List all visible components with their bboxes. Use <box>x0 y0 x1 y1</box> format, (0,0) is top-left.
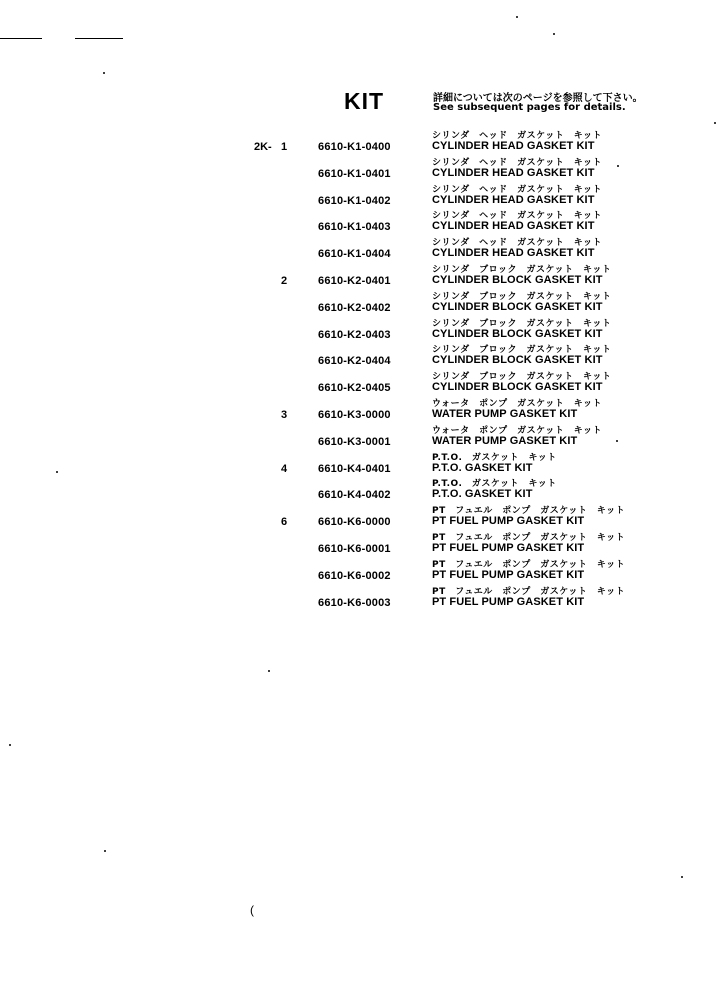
item-part-number: 6610-K2-0404 <box>318 355 391 368</box>
item-name-japanese: ウォータ ポンプ ガスケット キット <box>432 399 603 409</box>
scan-speck <box>9 744 11 746</box>
item-name-japanese: シリンダ ブロック ガスケット キット <box>432 318 612 329</box>
item-part-number: 6610-K6-0002 <box>318 569 391 582</box>
item-part-number: 6610-K1-0404 <box>318 248 391 261</box>
item-number: 1 <box>281 141 288 153</box>
item-part-number: 6610-K2-0403 <box>318 328 391 341</box>
item-name-japanese: PT フュエル ポンプ ガスケット キット <box>432 506 626 517</box>
item-name-english: WATER PUMP GASKET KIT <box>432 434 578 447</box>
item-part-number: 6610-K2-0401 <box>318 275 391 287</box>
item-name-japanese: P.T.O. ガスケット キット <box>432 452 557 463</box>
scan-speck <box>681 876 683 878</box>
item-part-number: 6610-K1-0401 <box>318 167 391 180</box>
item-part-number: 6610-K6-0001 <box>318 543 391 555</box>
item-name-japanese: シリンダ ヘッド ガスケット キット <box>432 131 603 141</box>
item-name-japanese: P.T.O. ガスケット キット <box>432 479 557 490</box>
header-rule-left <box>0 38 42 39</box>
item-name-japanese: シリンダ ヘッド ガスケット キット <box>432 238 603 249</box>
item-name-japanese: シリンダ ブロック ガスケット キット <box>432 291 612 302</box>
item-name-english: CYLINDER BLOCK GASKET KIT <box>432 274 603 286</box>
note-english: See subsequent pages for details. <box>433 102 626 113</box>
item-name-english: P.T.O. GASKET KIT <box>432 461 533 474</box>
item-name-english: CYLINDER HEAD GASKET KIT <box>432 247 595 260</box>
item-name-english: CYLINDER HEAD GASKET KIT <box>432 140 595 152</box>
item-name-english: CYLINDER BLOCK GASKET KIT <box>432 354 603 367</box>
item-part-number: 6610-K3-0001 <box>318 435 391 448</box>
item-part-number: 6610-K1-0400 <box>318 141 391 153</box>
scan-speck <box>714 122 716 124</box>
item-part-number: 6610-K4-0401 <box>318 462 391 475</box>
item-name-japanese: シリンダ ブロック ガスケット キット <box>432 345 612 356</box>
item-name-japanese: PT フュエル ポンプ ガスケット キット <box>432 586 626 597</box>
item-name-english: WATER PUMP GASKET KIT <box>432 408 578 420</box>
item-name-japanese: PT フュエル ポンプ ガスケット キット <box>432 533 626 543</box>
item-number: 6 <box>281 516 288 529</box>
scan-speck <box>616 440 618 442</box>
item-name-english: PT FUEL PUMP GASKET KIT <box>432 515 585 528</box>
scan-speck <box>104 850 106 852</box>
item-number: 4 <box>281 462 288 475</box>
item-number: 3 <box>281 409 288 421</box>
note-japanese: 詳細については次のページを参照して下さい。 <box>433 93 643 104</box>
item-name-japanese: シリンダ ブロック ガスケット キット <box>432 265 612 275</box>
item-name-english: PT FUEL PUMP GASKET KIT <box>432 542 585 554</box>
item-number: 2 <box>281 275 288 287</box>
item-part-number: 6610-K3-0000 <box>318 409 391 421</box>
page-title: KIT <box>344 88 385 114</box>
item-name-japanese: シリンダ ヘッド ガスケット キット <box>432 211 603 222</box>
scan-speck <box>553 33 555 35</box>
item-name-english: P.T.O. GASKET KIT <box>432 488 533 501</box>
group-prefix: 2K- <box>254 141 272 153</box>
item-name-japanese: シリンダ ヘッド ガスケット キット <box>432 157 603 168</box>
scan-mark: ( <box>250 903 254 917</box>
item-name-japanese: シリンダ ヘッド ガスケット キット <box>432 184 603 195</box>
item-name-english: CYLINDER HEAD GASKET KIT <box>432 220 595 233</box>
scan-speck <box>268 670 270 672</box>
item-part-number: 6610-K6-0003 <box>318 596 391 609</box>
item-part-number: 6610-K2-0402 <box>318 301 391 314</box>
item-part-number: 6610-K1-0402 <box>318 194 391 207</box>
scan-speck <box>103 72 105 74</box>
scan-speck <box>56 471 58 473</box>
item-part-number: 6610-K4-0402 <box>318 489 391 502</box>
item-part-number: 6610-K2-0405 <box>318 382 391 395</box>
item-name-english: CYLINDER HEAD GASKET KIT <box>432 166 595 179</box>
scan-speck <box>617 165 619 167</box>
item-name-english: CYLINDER BLOCK GASKET KIT <box>432 327 603 340</box>
item-name-japanese: PT フュエル ポンプ ガスケット キット <box>432 559 626 570</box>
item-name-english: CYLINDER BLOCK GASKET KIT <box>432 300 603 313</box>
scan-speck <box>516 16 518 18</box>
item-name-english: CYLINDER BLOCK GASKET KIT <box>432 381 603 394</box>
item-name-japanese: シリンダ ブロック ガスケット キット <box>432 372 612 383</box>
item-part-number: 6610-K6-0000 <box>318 516 391 529</box>
item-name-english: CYLINDER HEAD GASKET KIT <box>432 193 595 206</box>
item-name-english: PT FUEL PUMP GASKET KIT <box>432 595 585 608</box>
item-name-japanese: ウォータ ポンプ ガスケット キット <box>432 425 603 436</box>
item-part-number: 6610-K1-0403 <box>318 221 391 234</box>
item-name-english: PT FUEL PUMP GASKET KIT <box>432 568 585 581</box>
header-rule-right <box>75 38 123 39</box>
